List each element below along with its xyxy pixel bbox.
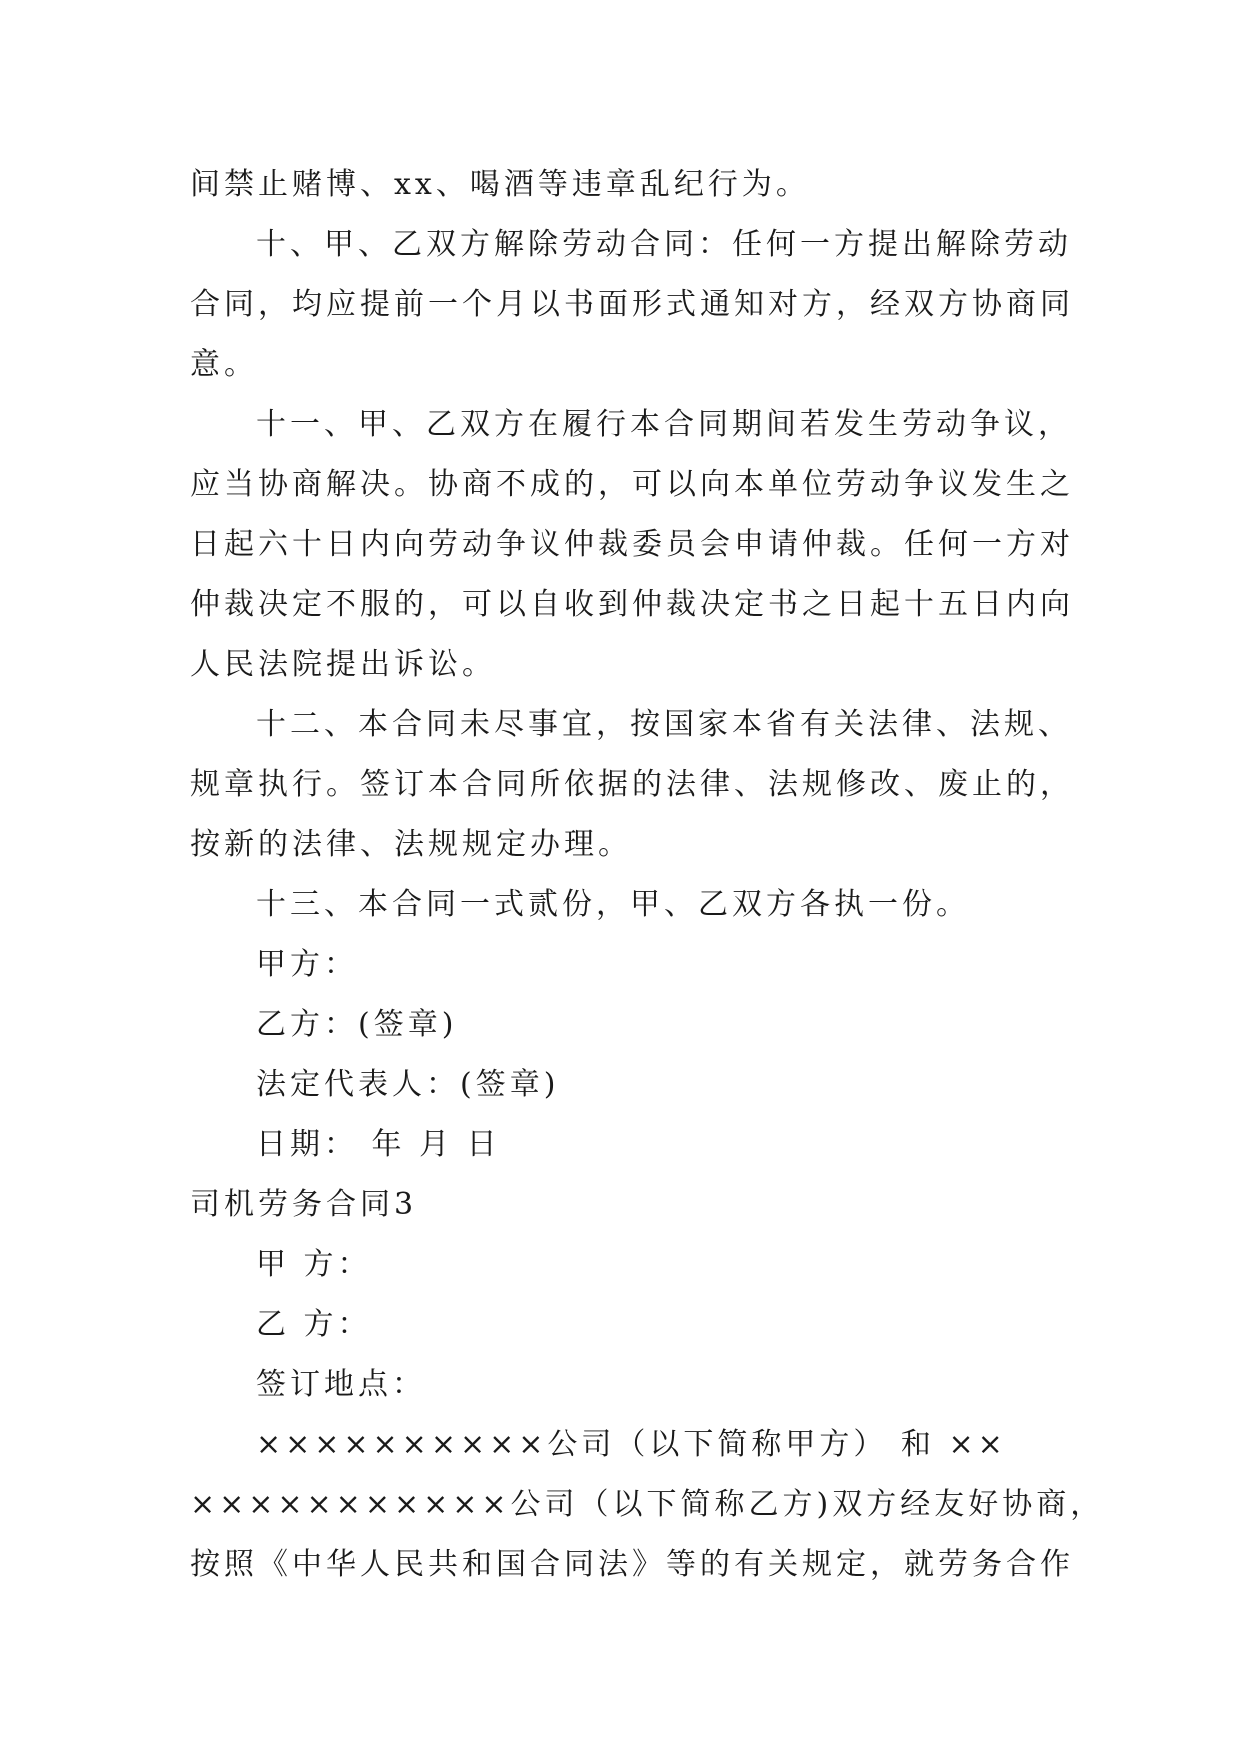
party-b-line: 乙 方： (256, 1307, 372, 1342)
text-line: 意。 (190, 347, 258, 382)
text-line: 仲裁决定不服的，可以自收到仲裁决定书之日起十五日内向 (190, 587, 1074, 622)
text-line: 日起六十日内向劳动争议仲裁委员会申请仲裁。任何一方对 (190, 527, 1074, 562)
text-line: 人民法院提出诉讼。 (190, 647, 496, 682)
intro-paragraph-line: ××××××××××公司（以下简称甲方） 和 ×× (256, 1427, 1007, 1462)
party-a-line: 甲 方： (256, 1247, 372, 1282)
legal-representative-line: 法定代表人：(签章) (256, 1067, 560, 1102)
text-line: 间禁止赌博、xx、喝酒等违章乱纪行为。 (190, 167, 810, 202)
date-line: 日期： 年 月 日 (256, 1127, 501, 1162)
text-line: 按照《中华人民共和国合同法》等的有关规定，就劳务合作 (190, 1547, 1074, 1582)
contract-title: 司机劳务合同3 (190, 1187, 418, 1222)
clause-13-line: 十三、本合同一式贰份，甲、乙双方各执一份。 (256, 887, 970, 922)
text-line: 应当协商解决。协商不成的，可以向本单位劳动争议发生之 (190, 467, 1074, 502)
text-line: 按新的法律、法规规定办理。 (190, 827, 632, 862)
party-b-signature-line: 乙方：(签章) (256, 1007, 458, 1042)
clause-11-heading-line: 十一、甲、乙双方在履行本合同期间若发生劳动争议， (256, 407, 1072, 442)
signing-place-line: 签订地点： (256, 1367, 426, 1402)
clause-12-heading-line: 十二、本合同未尽事宜，按国家本省有关法律、法规、 (256, 707, 1072, 742)
clause-10-heading-line: 十、甲、乙双方解除劳动合同：任何一方提出解除劳动 (256, 227, 1072, 262)
text-line: 规章执行。签订本合同所依据的法律、法规修改、废止的， (190, 767, 1074, 802)
document-page (190, 155, 1105, 1595)
party-a-signature-line: 甲方： (256, 947, 358, 982)
text-line: 合同，均应提前一个月以书面形式通知对方，经双方协商同 (190, 287, 1074, 322)
text-line: ×××××××××××公司（以下简称乙方)双方经友好协商， (190, 1487, 1105, 1522)
